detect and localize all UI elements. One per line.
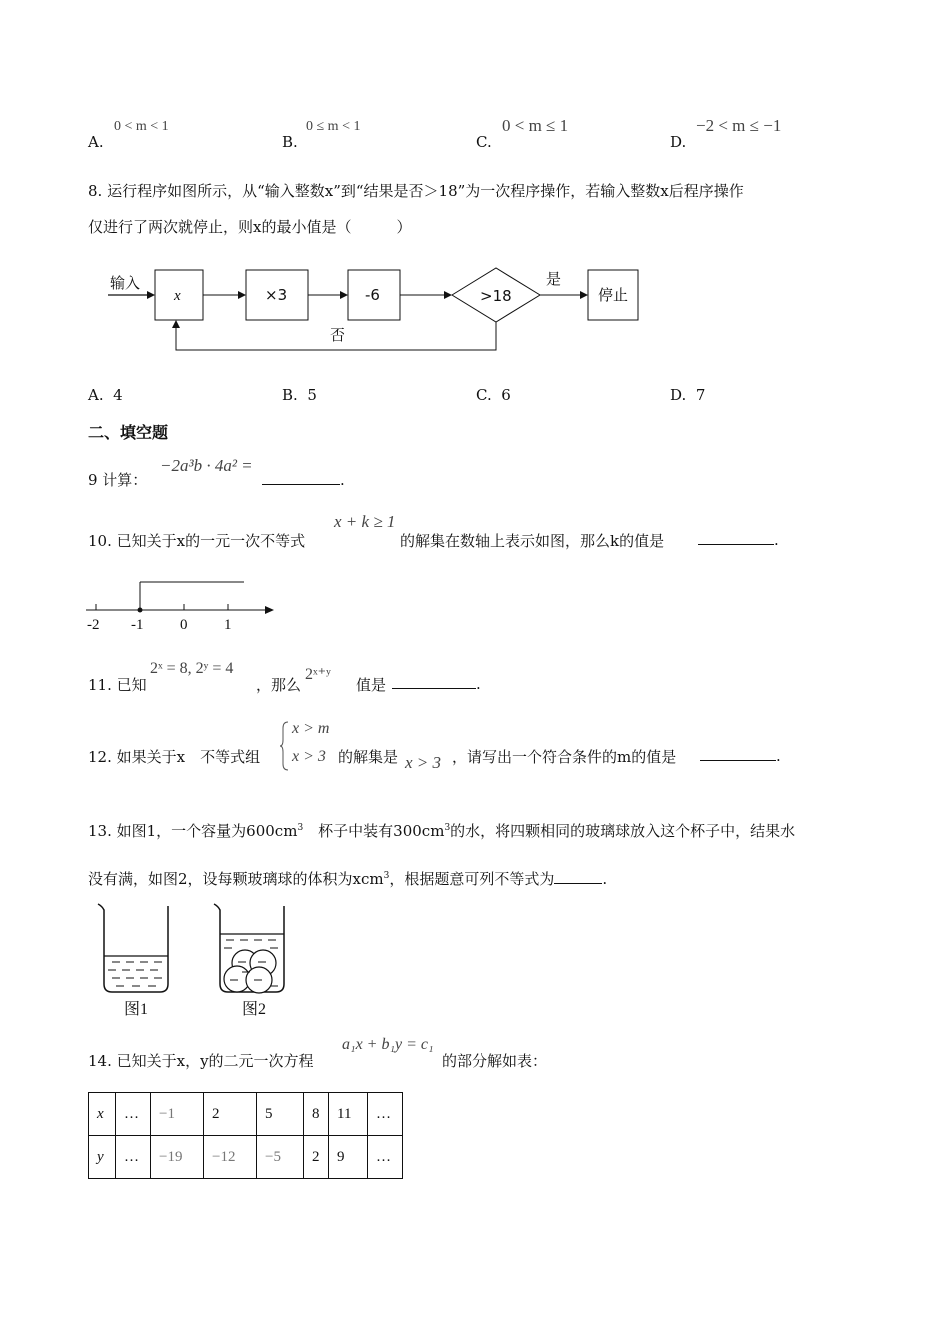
q14-expr: a₁x + b₁y = c₁ [342,1036,434,1053]
axis-label-1: 1 [224,617,232,633]
flow-no-label: 否 [330,326,346,344]
table-cell: 2 [204,1093,257,1136]
axis-label-neg2: -2 [87,617,100,633]
flow-yes-label: 是 [546,270,562,288]
q10-prefix: 10. 已知关于x的一元一次不等式 [88,532,306,550]
q11-answer-blank[interactable]: . [392,674,481,693]
table-cell: −12 [204,1136,257,1179]
q12-tail: ，请写出一个符合条件的m的值是 [452,748,677,766]
table-cell: … [116,1136,151,1179]
table-cell: 8 [304,1093,329,1136]
table-cell: −1 [151,1093,204,1136]
q12-expr: x > 3 [405,753,442,772]
q11-prefix: 11. 已知 [88,676,147,694]
q8-flowchart [100,262,660,362]
table-cell: −19 [151,1136,204,1179]
q12-sys1: x > m [292,720,330,737]
q10-answer-blank[interactable]: . [698,530,779,549]
q11-middle: ，那么 [256,676,302,694]
q9-prefix: 9 计算： [88,471,148,489]
q13-line2: 没有满，如图2，设每颗玻璃球的体积为xcm$^3$，根据题意可列不等式为 . [88,870,608,888]
flow-diamond-label: >18 [480,287,512,305]
fig1-label: 图1 [124,1001,149,1018]
q8-option-d[interactable]: D. 7 [670,386,706,404]
axis-label-neg1: -1 [131,617,144,633]
q7-option-c-expr: 0 < m ≤ 1 [502,116,569,135]
q11-middle2: 值是 [356,676,387,694]
table-row-y [89,1136,403,1179]
q7-option-b-expr: 0 ≤ m < 1 [306,119,361,134]
table-cell: … [116,1093,151,1136]
fig2-label: 图2 [242,1001,267,1018]
table-cell: y [89,1136,116,1179]
q8-option-b[interactable]: B. 5 [282,386,317,404]
q7-option-a-expr: 0 < m < 1 [114,119,169,134]
q7-option-c[interactable]: C. [476,133,492,151]
flow-box-minus-label: -6 [365,286,380,304]
q13-answer-blank[interactable] [554,869,602,884]
q11-expr2: 2ˣ⁺ʸ [305,666,331,683]
flow-input-label: 输入 [110,274,141,292]
q9-expr: −2a³b · 4a² = [160,456,253,475]
table-cell: … [368,1093,403,1136]
q12-brace [280,720,290,772]
flow-box-x-label: x [174,288,181,304]
q10-middle: 的解集在数轴上表示如图，那么k的值是 [400,532,665,550]
q10-expr: x + k ≥ 1 [334,512,396,531]
flow-stop-label: 停止 [598,286,629,304]
q8-text-line2: 仅进行了两次就停止，则x的最小值是（ ） [88,218,412,236]
table-cell: 11 [329,1093,368,1136]
table-cell: 2 [304,1136,329,1179]
table-row-x [89,1093,403,1136]
table-cell: 5 [257,1093,304,1136]
q7-option-b[interactable]: B. [282,133,298,151]
table-cell: x [89,1093,116,1136]
q9-answer-blank[interactable]: . [262,470,345,489]
q14-prefix: 14. 已知关于x，y的二元一次方程 [88,1052,314,1070]
q7-option-d[interactable]: D. [670,133,687,151]
q8-text-line1: 8. 运行程序如图所示，从“输入整数x”到“结果是否＞18”为一次程序操作，若输入整数x后程序操作 [88,182,744,200]
q8-option-a[interactable]: A. 4 [88,386,123,404]
q8-option-c[interactable]: C. 6 [476,386,511,404]
q13-figures [92,900,302,1020]
flow-box-times-label: ×3 [265,286,288,304]
cup-1 [98,904,168,992]
q12-answer-blank[interactable]: . [700,746,781,765]
table-cell: −5 [257,1136,304,1179]
q7-option-d-expr: −2 < m ≤ −1 [696,116,782,135]
q14-suffix: 的部分解如表： [442,1052,548,1070]
q12-middle: 的解集是 [338,748,399,766]
q12-sys2: x > 3 [292,748,326,765]
q7-option-a[interactable]: A. [88,133,104,151]
q13-line1: 13. 如图1，一个容量为$600cm^3$ 杯子中装有$300cm^3$的水，将四颗相同的玻璃球放入这个杯子中，结果水 [88,822,796,840]
table-cell: 9 [329,1136,368,1179]
q10-number-line [84,574,284,634]
axis-label-0: 0 [180,617,188,633]
q11-expr: 2ˣ = 8, 2ʸ = 4 [150,660,234,677]
q14-solution-table [88,1092,403,1179]
table-cell: … [368,1136,403,1179]
q12-prefix: 12. 如果关于x 不等式组 [88,748,261,766]
section-title: 二、填空题 [88,423,169,442]
